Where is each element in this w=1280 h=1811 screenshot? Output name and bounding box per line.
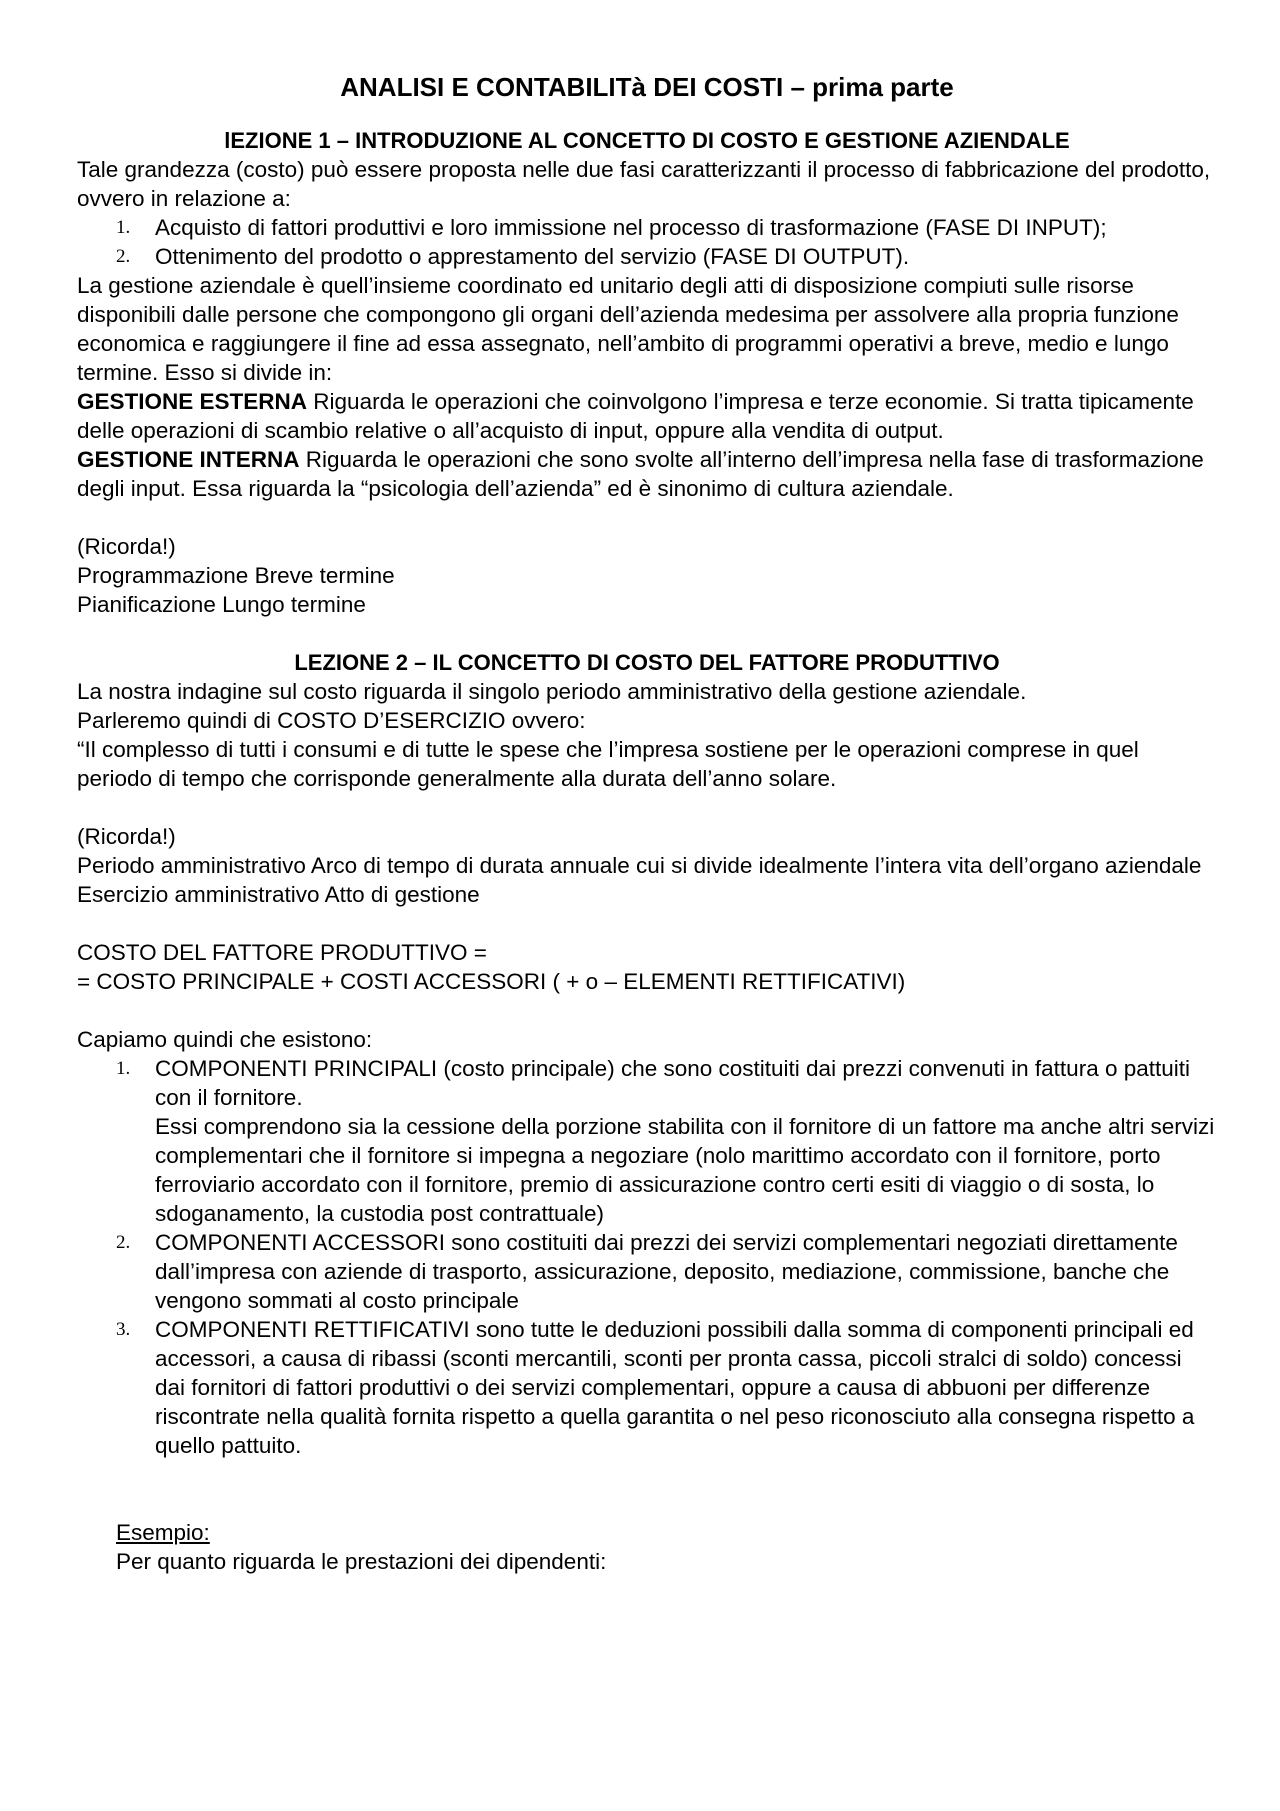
lesson-1-heading: lEZIONE 1 – INTRODUZIONE AL CONCETTO DI COSTO E GESTIONE AZIENDALE xyxy=(224,128,1070,153)
list-item-text: COMPONENTI PRINCIPALI (costo principale) che sono costituiti dai prezzi convenuti in fattura o pattuiti con il fornitore. xyxy=(155,1056,1191,1110)
list-item xyxy=(77,1054,1217,1228)
formula-line: COSTO DEL FATTORE PRODUTTIVO = xyxy=(77,940,487,965)
list-number: 3. xyxy=(116,1319,131,1340)
gestione-paragraph: La gestione aziendale è quell’insieme coordinato ed unitario degli atti di disposizione compiuti sulle risorse disponibili dalle persone che compongono gli organi dell’azienda medesima per assolvere alla propria funzione economica e raggiungere il fine ad essa assegnato, nell’ambito di programmi operativi a breve, medio e lungo termine. Esso si divide in: xyxy=(77,273,1179,385)
list-item-text: Ottenimento del prodotto o apprestamento del servizio (FASE DI OUTPUT). xyxy=(155,244,910,269)
lesson-1-intro: Tale grandezza (costo) può essere proposta nelle due fasi caratterizzanti il processo di fabbricazione del prodotto, ovvero in relazione a: xyxy=(77,157,1211,211)
lesson-2-paragraph: Parleremo quindi di COSTO D’ESERCIZIO ovvero: xyxy=(77,708,586,733)
list-item xyxy=(77,242,1217,271)
ricorda-note: (Ricorda!) xyxy=(77,824,176,849)
list-item xyxy=(77,1315,1217,1460)
formula-line: = COSTO PRINCIPALE + COSTI ACCESSORI ( + o – ELEMENTI RETTIFICATIVI) xyxy=(77,969,906,994)
lesson-1 xyxy=(77,126,1217,619)
list-item xyxy=(77,213,1217,242)
gestione-interna-text: Riguarda le operazioni che sono svolte all’interno dell’impresa nella fase di trasformazione degli input. Essa riguarda la “psicologia dell’azienda” ed è sinonimo di cultura aziendale. xyxy=(77,447,1204,501)
ricorda-line: Programmazione Breve termine xyxy=(77,563,395,588)
lesson-2-paragraph: La nostra indagine sul costo riguarda il singolo periodo amministrativo della gestione aziendale. xyxy=(77,679,1027,704)
ricorda-line: Pianificazione Lungo termine xyxy=(77,592,366,617)
gestione-esterna xyxy=(77,387,1217,445)
ricorda-line: Periodo amministrativo Arco di tempo di durata annuale cui si divide idealmente l’intera vita dell’organo aziendale xyxy=(77,853,1202,878)
list-number: 1. xyxy=(116,217,131,238)
lesson-1-list xyxy=(77,213,1217,271)
components-list xyxy=(77,1054,1217,1460)
list-number: 1. xyxy=(116,1058,131,1079)
esempio-text: Per quanto riguarda le prestazioni dei dipendenti: xyxy=(116,1549,607,1574)
document-title: ANALISI E CONTABILITà DEI COSTI – prima parte xyxy=(340,72,954,102)
list-number: 2. xyxy=(116,1232,131,1253)
list-item-text: Acquisto di fattori produttivi e loro immissione nel processo di trasformazione (FASE DI INPUT); xyxy=(155,215,1107,240)
list-item-extra: Essi comprendono sia la cessione della porzione stabilita con il fornitore di un fattore ma anche altri servizi complementari che il fornitore si impegna a negoziare (nolo marittimo accordato con il fornitore, porto ferroviario accordato con il fornitore, premio di assicurazione contro certi esiti di viaggio o di sosta, lo sdoganamento, la custodia post contrattuale) xyxy=(155,1114,1215,1226)
gestione-esterna-text: Riguarda le operazioni che coinvolgono l’impresa e terze economie. Si tratta tipicamente delle operazioni di scambio relative o all’acquisto di input, oppure alla vendita di output. xyxy=(77,389,1194,443)
lesson-2 xyxy=(77,648,1217,1576)
list-item-text: COMPONENTI RETTIFICATIVI sono tutte le deduzioni possibili dalla somma di componenti principali ed accessori, a causa di ribassi (sconti mercantili, sconti per pronta cassa, piccoli stralci di soldo) concessi dai fornitori di fattori produttivi o dei servizi complementari, oppure a causa di abbuoni per differenze riscontrate nella qualità fornita rispetto a quella garantita o nel peso riconosciuto alla consegna rispetto a quello pattuito. xyxy=(155,1317,1195,1458)
gestione-esterna-label: GESTIONE ESTERNA xyxy=(77,389,308,414)
lesson-2-heading: LEZIONE 2 – IL CONCETTO DI COSTO DEL FATTORE PRODUTTIVO xyxy=(294,650,1000,675)
ricorda-line: Esercizio amministrativo Atto di gestione xyxy=(77,882,480,907)
document-page xyxy=(77,70,1217,1576)
list-item-text: COMPONENTI ACCESSORI sono costituiti dai prezzi dei servizi complementari negoziati direttamente dall’impresa con aziende di trasporto, assicurazione, deposito, mediazione, commissione, banche che vengono sommati al costo principale xyxy=(155,1230,1178,1313)
esempio-label: Esempio: xyxy=(116,1520,210,1545)
ricorda-note: (Ricorda!) xyxy=(77,534,176,559)
capiamo-paragraph: Capiamo quindi che esistono: xyxy=(77,1027,373,1052)
list-item xyxy=(77,1228,1217,1315)
gestione-interna xyxy=(77,445,1217,503)
list-number: 2. xyxy=(116,246,131,267)
gestione-interna-label: GESTIONE INTERNA xyxy=(77,447,300,472)
lesson-2-quote: “Il complesso di tutti i consumi e di tutte le spese che l’impresa sostiene per le operazioni comprese in quel periodo di tempo che corrisponde generalmente alla durata dell’anno solare. xyxy=(77,737,1139,791)
